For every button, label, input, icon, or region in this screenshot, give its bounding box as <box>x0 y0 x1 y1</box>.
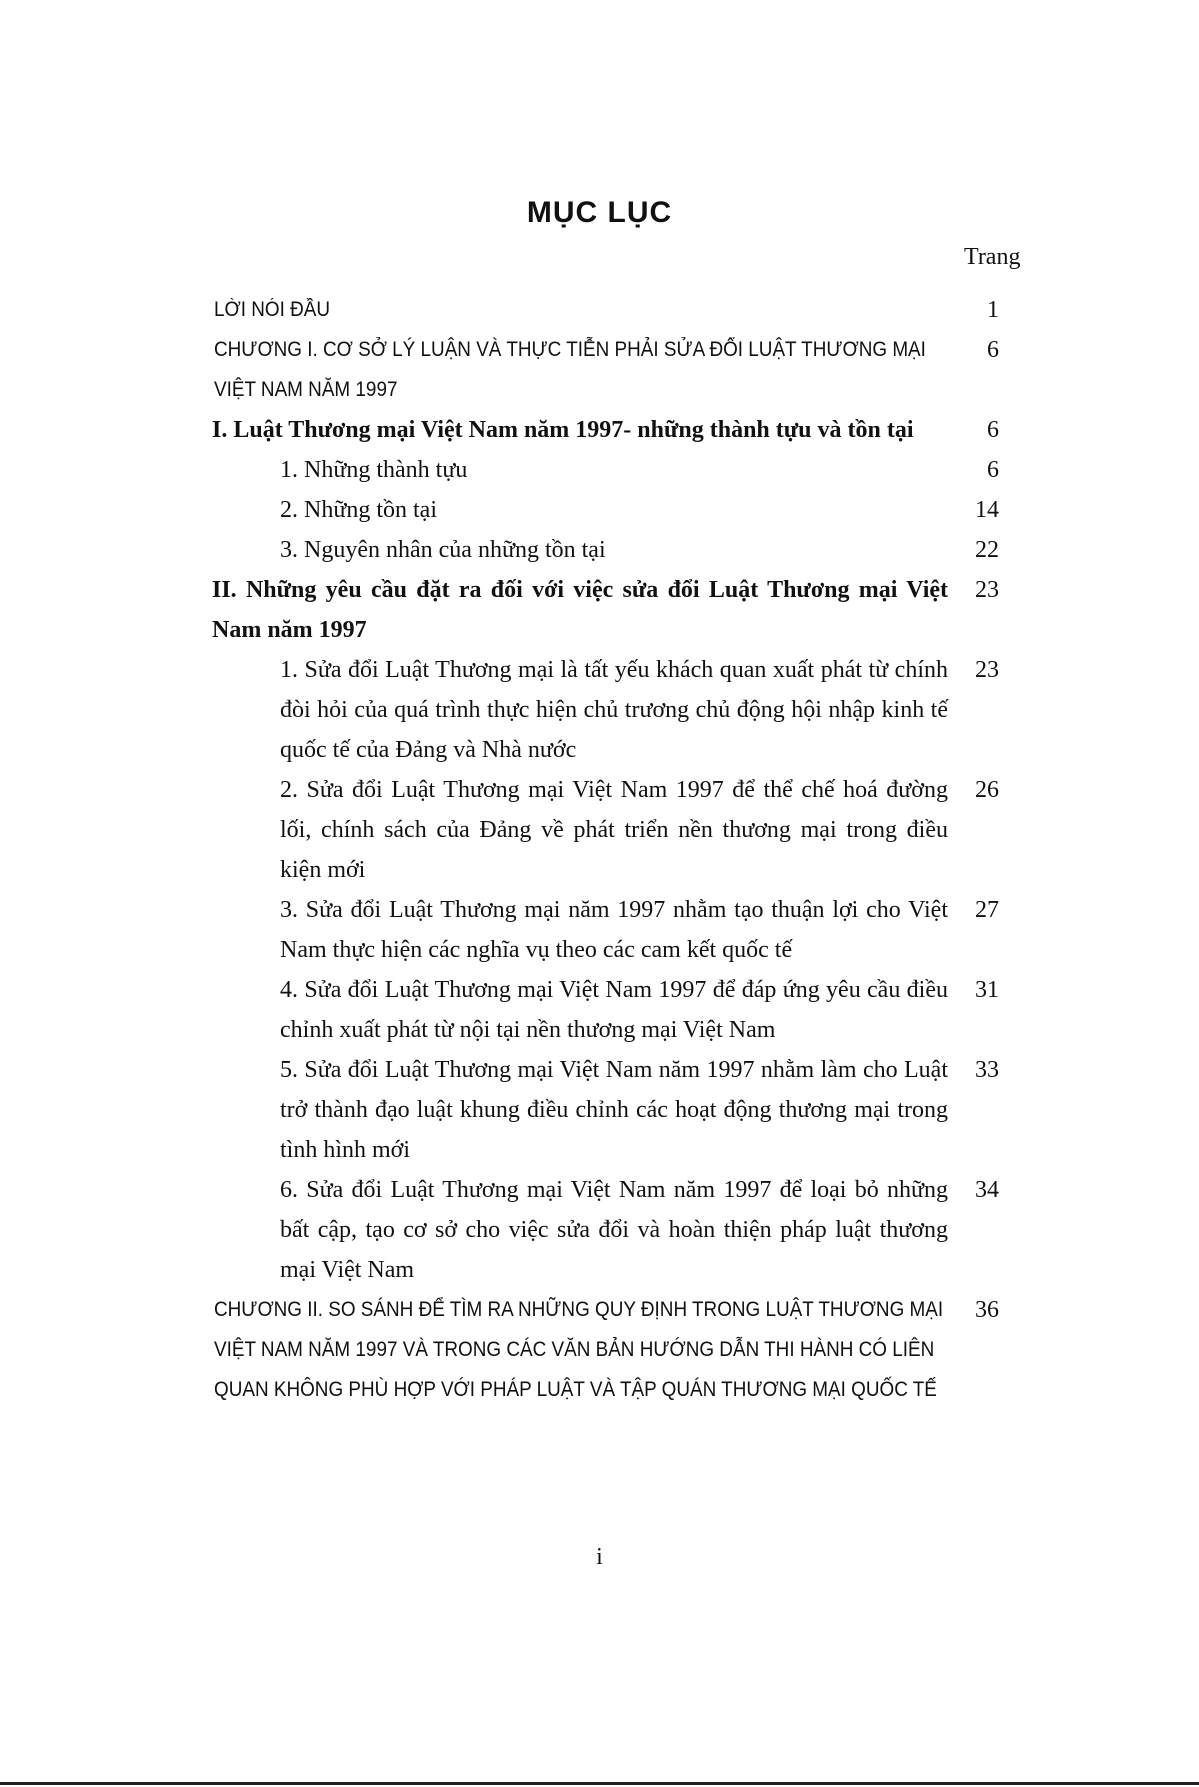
toc-entry <box>0 970 1199 1050</box>
toc-entry <box>0 450 1199 490</box>
toc-entry-page-number: 23 <box>975 657 999 683</box>
toc-entry-text: 3. Nguyên nhân của những tồn tại <box>280 537 606 563</box>
toc-entry <box>0 890 1199 970</box>
toc-entry-text: CHƯƠNG I. CƠ SỞ LÝ LUẬN VÀ THỰC TIỄN PHẢI SỬA ĐỔI LUẬT THƯƠNG MẠI VIỆT NAM NĂM 1997 <box>214 338 926 401</box>
toc-entry-page-number: 23 <box>975 577 999 603</box>
toc-entry-page-number: 14 <box>975 497 999 523</box>
toc-entry-page-number: 31 <box>975 977 999 1003</box>
toc-entry-page-number: 6 <box>987 457 999 483</box>
toc-entry-text: 4. Sửa đổi Luật Thương mại Việt Nam 1997 để đáp ứng yêu cầu điều chỉnh xuất phát từ nội tại nền thương mại Việt Nam <box>280 977 948 1043</box>
toc-entry-page-number: 33 <box>975 1057 999 1083</box>
toc-entry-text: 3. Sửa đổi Luật Thương mại năm 1997 nhằm tạo thuận lợi cho Việt Nam thực hiện các nghĩa vụ theo các cam kết quốc tế <box>280 897 948 963</box>
toc-entry <box>0 770 1199 890</box>
toc-entry <box>0 1170 1199 1290</box>
toc-entry-text: 5. Sửa đổi Luật Thương mại Việt Nam năm 1997 nhằm làm cho Luật trở thành đạo luật khung điều chỉnh các hoạt động thương mại trong tình hình mới <box>280 1057 948 1163</box>
toc-entry <box>0 570 1199 650</box>
bottom-edge-rule <box>0 1782 1199 1785</box>
toc-entry-page-number: 34 <box>975 1177 999 1203</box>
page-column-label: Trang <box>964 244 1021 270</box>
toc-entry <box>0 650 1199 770</box>
toc-entry <box>0 530 1199 570</box>
toc-entry-page-number: 22 <box>975 537 999 563</box>
toc-entry-text: CHƯƠNG II. SO SÁNH ĐỂ TÌM RA NHỮNG QUY ĐỊNH TRONG LUẬT THƯƠNG MẠI VIỆT NAM NĂM 1997 VÀ TRONG CÁC VĂN BẢN HƯỚNG DẪN THI HÀNH CÓ LIÊN QUAN KHÔNG PHÙ HỢP VỚI PHÁP LUẬT VÀ TẬP QUÁN THƯƠNG MẠI QUỐC TẾ <box>214 1298 944 1401</box>
toc-entry <box>0 290 1199 330</box>
toc-entry-page-number: 27 <box>975 897 999 923</box>
toc-entry <box>0 1290 1199 1410</box>
toc-entry-text: I. Luật Thương mại Việt Nam năm 1997- những thành tựu và tồn tại <box>212 417 914 443</box>
toc-entry-page-number: 6 <box>987 337 999 363</box>
toc-entry-text: II. Những yêu cầu đặt ra đối với việc sửa đổi Luật Thương mại Việt Nam năm 1997 <box>212 577 948 643</box>
toc-entry <box>0 330 1199 410</box>
toc-entry-text: 1. Sửa đổi Luật Thương mại là tất yếu khách quan xuất phát từ chính đòi hỏi của quá trình thực hiện chủ trương chủ động hội nhập kinh tế quốc tế của Đảng và Nhà nước <box>280 657 948 763</box>
page-title: MỤC LỤC <box>526 196 673 229</box>
toc-entry-page-number: 6 <box>987 417 999 443</box>
toc-entry-text: LỜI NÓI ĐẦU <box>214 298 330 321</box>
toc-entry-page-number: 26 <box>975 777 999 803</box>
toc-entry <box>0 1050 1199 1170</box>
toc-entry-page-number: 1 <box>987 297 999 323</box>
toc-entry-text: 2. Sửa đổi Luật Thương mại Việt Nam 1997 để thể chế hoá đường lối, chính sách của Đảng về phát triển nền thương mại trong điều kiện mới <box>280 777 948 883</box>
toc-entry-text: 2. Những tồn tại <box>280 497 437 523</box>
table-of-contents <box>0 290 1199 1410</box>
toc-entry-text: 6. Sửa đổi Luật Thương mại Việt Nam năm 1997 để loại bỏ những bất cập, tạo cơ sở cho việc sửa đổi và hoàn thiện pháp luật thương mại Việt Nam <box>280 1177 948 1283</box>
toc-entry <box>0 490 1199 530</box>
toc-entry-page-number: 36 <box>975 1297 999 1323</box>
toc-entry <box>0 410 1199 450</box>
footer-page-number: i <box>596 1544 603 1570</box>
toc-entry-text: 1. Những thành tựu <box>280 457 468 483</box>
